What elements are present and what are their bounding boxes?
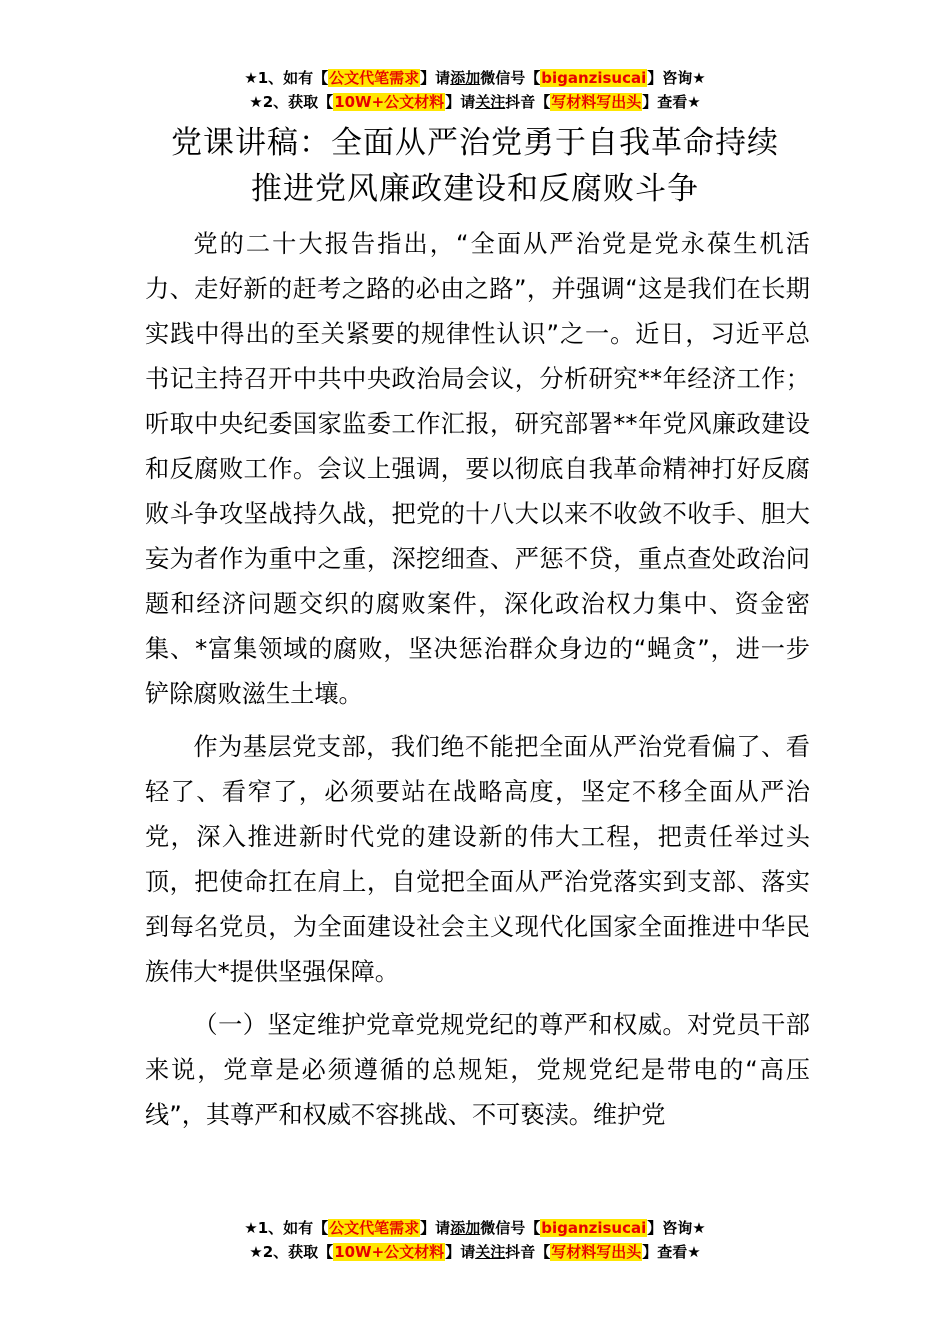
banner-text: 】查看★ — [642, 1243, 701, 1261]
banner-highlight: 10W+公文材料 — [334, 1243, 445, 1261]
banner-line-2 — [0, 1240, 950, 1264]
banner-text: 抖音【 — [505, 93, 551, 111]
banner-highlight: 10W+公文材料 — [334, 93, 445, 111]
banner-text: 微信号【 — [480, 1219, 541, 1237]
title-line-1: 党课讲稿：全面从严治党勇于自我革命持续 — [171, 125, 779, 161]
banner-text: 】请 — [445, 1243, 476, 1261]
body-paragraph: 作为基层党支部，我们绝不能把全面从严治党看偏了、看轻了、看窄了，必须要站在战略高度，坚定不移全面从严治党，深入推进新时代党的建设新的伟大工程，把责任举过头顶，把使命扛在肩上，自觉把全面从严治党落实到支部、落实到每名党员，为全面建设社会主义现代化国家全面推进中华民族伟大*提供坚强保障。 — [145, 733, 810, 986]
banner-underline: 关注 — [475, 1243, 506, 1261]
banner-underline: 添加 — [450, 69, 481, 87]
banner-text: ★1、如有【 — [244, 69, 329, 87]
document-title — [0, 120, 950, 212]
banner-underline: 关注 — [475, 93, 506, 111]
banner-highlight: biganzisucai — [541, 69, 647, 87]
banner-text: 】请 — [420, 1219, 451, 1237]
banner-text: 】请 — [420, 69, 451, 87]
body-paragraph: 党的二十大报告指出，“全面从严治党是党永葆生机活力、走好新的赶考之路的必由之路”，并强调“这是我们在长期实践中得出的至关紧要的规律性认识”之一。近日，习近平总书记主持召开中共中央政治局会议，分析研究**年经济工作；听取中央纪委国家监委工作汇报，研究部署**年党风廉政建设和反腐败工作。会议上强调，要以彻底自我革命精神打好反腐败斗争攻坚战持久战，把党的十八大以来不收敛不收手、胆大妄为者作为重中之重，深挖细查、严惩不贷，重点查处政治问题和经济问题交织的腐败案件，深化政治权力集中、资金密集、*富集领域的腐败，坚决惩治群众身边的“蝇贪”，进一步铲除腐败滋生土壤。 — [145, 230, 810, 708]
banner-text: 】咨询★ — [647, 1219, 706, 1237]
banner-text: 】咨询★ — [647, 69, 706, 87]
document-body — [145, 222, 810, 1138]
banner-text: ★2、获取【 — [249, 1243, 334, 1261]
top-banner — [0, 66, 950, 114]
banner-highlight: 公文代笔需求 — [329, 1219, 420, 1237]
banner-highlight: 公文代笔需求 — [329, 69, 420, 87]
banner-text: 抖音【 — [505, 1243, 551, 1261]
banner-line-1 — [0, 66, 950, 90]
banner-text: ★2、获取【 — [249, 93, 334, 111]
banner-text: 】请 — [445, 93, 476, 111]
banner-underline: 添加 — [450, 1219, 481, 1237]
banner-text: 微信号【 — [480, 69, 541, 87]
banner-highlight: 写材料写出头 — [551, 93, 642, 111]
banner-highlight: 写材料写出头 — [551, 1243, 642, 1261]
title-line-2: 推进党风廉政建设和反腐败斗争 — [251, 171, 699, 207]
banner-text: 】查看★ — [642, 93, 701, 111]
bottom-banner — [0, 1216, 950, 1264]
banner-text: ★1、如有【 — [244, 1219, 329, 1237]
body-paragraph: （一）坚定维护党章党规党纪的尊严和权威。对党员干部来说，党章是必须遵循的总规矩，党规党纪是带电的“高压线”，其尊严和权威不容挑战、不可亵渎。维护党 — [145, 1011, 810, 1129]
banner-line-1 — [0, 1216, 950, 1240]
banner-highlight: biganzisucai — [541, 1219, 647, 1237]
banner-line-2 — [0, 90, 950, 114]
